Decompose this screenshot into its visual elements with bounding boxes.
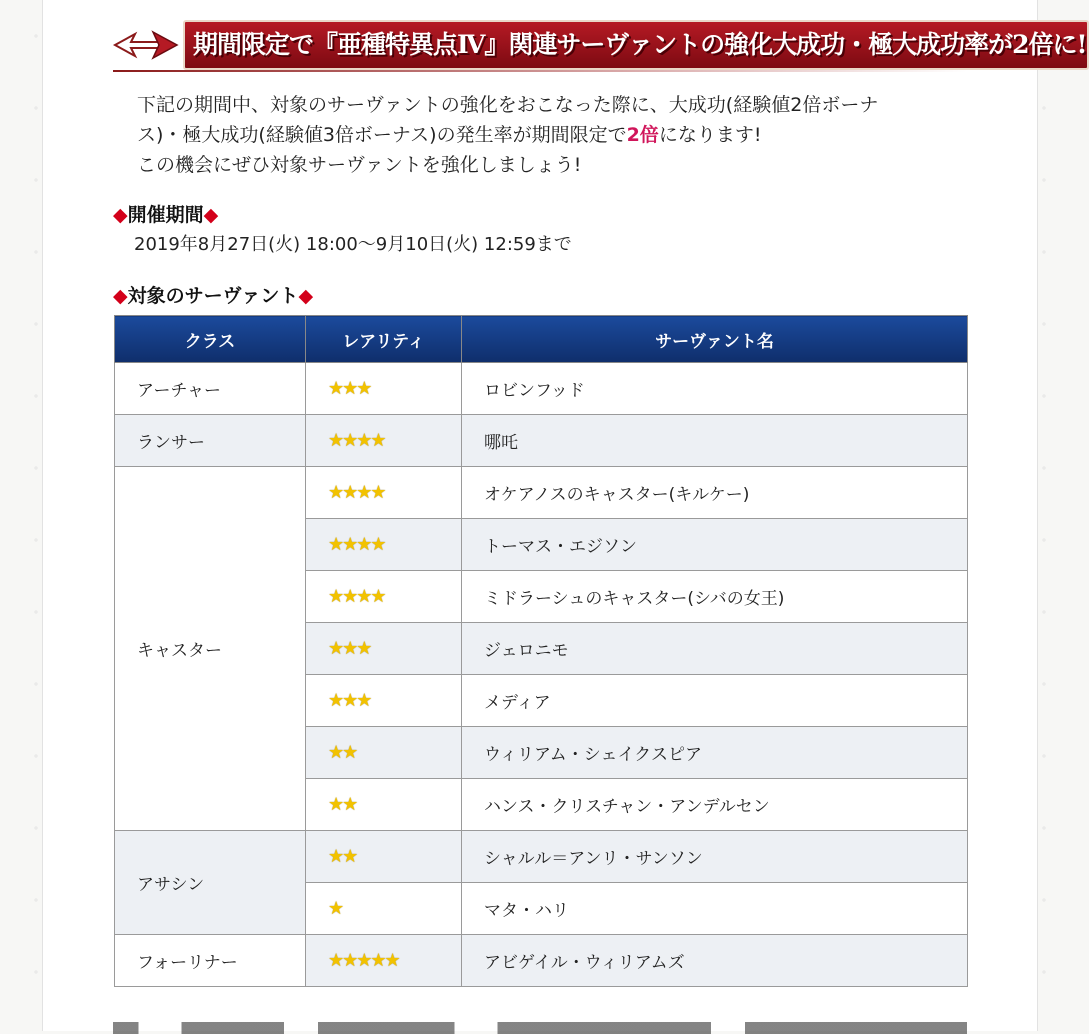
star-icon: ★★★ <box>328 378 371 399</box>
diamond-icon: ◆ <box>113 204 128 226</box>
class-cell: キャスター <box>115 467 306 831</box>
class-cell: フォーリナー <box>115 935 306 987</box>
rarity-cell <box>306 727 462 779</box>
intro-line-2 <box>137 120 977 150</box>
class-cell: ランサー <box>115 415 306 467</box>
servant-name-cell: メディア <box>462 675 968 727</box>
header-rarity: レアリティ <box>306 316 462 363</box>
rarity-cell <box>306 519 462 571</box>
banner-title: 期間限定で『亜種特異点Ⅳ』関連サーヴァントの強化大成功・極大成功率が2倍に! <box>183 20 1089 70</box>
star-icon: ★★★★ <box>328 586 385 607</box>
servant-name-cell: ウィリアム・シェイクスピア <box>462 727 968 779</box>
table-row <box>115 363 968 415</box>
servant-name-cell: アビゲイル・ウィリアムズ <box>462 935 968 987</box>
servant-name-cell: ロビンフッド <box>462 363 968 415</box>
event-banner <box>113 20 1087 70</box>
star-icon: ★★★ <box>328 638 371 659</box>
intro-text <box>137 90 977 180</box>
diamond-icon: ◆ <box>113 285 128 307</box>
rarity-cell <box>306 779 462 831</box>
period-value: 2019年8月27日(火) 18:00～9月10日(火) 12:59まで <box>134 234 572 255</box>
star-icon: ★ <box>328 898 343 919</box>
class-cell: アサシン <box>115 831 306 935</box>
servant-name-cell: トーマス・エジソン <box>462 519 968 571</box>
rarity-cell <box>306 623 462 675</box>
servant-name-cell: オケアノスのキャスター(キルケー) <box>462 467 968 519</box>
star-icon: ★★ <box>328 794 357 815</box>
star-icon: ★★★★ <box>328 430 385 451</box>
rarity-cell <box>306 571 462 623</box>
period-heading-text: 開催期間 <box>127 204 204 226</box>
star-icon: ★★★ <box>328 690 371 711</box>
rarity-cell <box>306 883 462 935</box>
intro-line-2-text: ス)・極大成功(経験値3倍ボーナス)の発生率が期間限定で <box>137 124 627 146</box>
rarity-cell <box>306 363 462 415</box>
table-header-row <box>115 316 968 363</box>
content-panel <box>42 0 1087 1031</box>
servant-name-cell: ハンス・クリスチャン・アンデルセン <box>462 779 968 831</box>
servant-table <box>114 315 968 987</box>
servant-name-cell: ミドラーシュのキャスター(シバの女王) <box>462 571 968 623</box>
servant-name-cell: ジェロニモ <box>462 623 968 675</box>
highlight-multiplier: 2倍 <box>626 124 659 146</box>
class-cell: アーチャー <box>115 363 306 415</box>
target-heading <box>113 281 313 308</box>
intro-line-1: 下記の期間中、対象のサーヴァントの強化をおこなった際に、大成功(経験値2倍ボーナ <box>137 94 879 116</box>
intro-line-2-end: になります! <box>658 124 762 146</box>
diamond-icon: ◆ <box>203 204 219 226</box>
servant-name-cell: マタ・ハリ <box>462 883 968 935</box>
servant-name-cell: シャルル＝アンリ・サンソン <box>462 831 968 883</box>
servant-name-cell: 哪吒 <box>462 415 968 467</box>
header-servant-name: サーヴァント名 <box>462 316 968 363</box>
arrow-icon <box>113 20 183 70</box>
intro-line-3: この機会にぜひ対象サーヴァントを強化しましょう! <box>137 154 582 176</box>
target-heading-text: 対象のサーヴァント <box>127 285 299 307</box>
table-row <box>115 467 968 519</box>
period-heading <box>113 200 218 227</box>
rarity-cell <box>306 831 462 883</box>
banner-underline <box>113 70 967 72</box>
table-row <box>115 935 968 987</box>
star-icon: ★★★★ <box>328 482 385 503</box>
rarity-cell <box>306 675 462 727</box>
star-icon: ★★ <box>328 846 357 867</box>
star-icon: ★★★★ <box>328 534 385 555</box>
table-row <box>115 831 968 883</box>
rarity-cell <box>306 415 462 467</box>
star-icon: ★★ <box>328 742 357 763</box>
table-row <box>115 415 968 467</box>
cut-off-text-row <box>113 1022 967 1034</box>
rarity-cell <box>306 467 462 519</box>
diamond-icon: ◆ <box>298 285 314 307</box>
star-icon: ★★★★★ <box>328 950 399 971</box>
header-class: クラス <box>115 316 306 363</box>
rarity-cell <box>306 935 462 987</box>
